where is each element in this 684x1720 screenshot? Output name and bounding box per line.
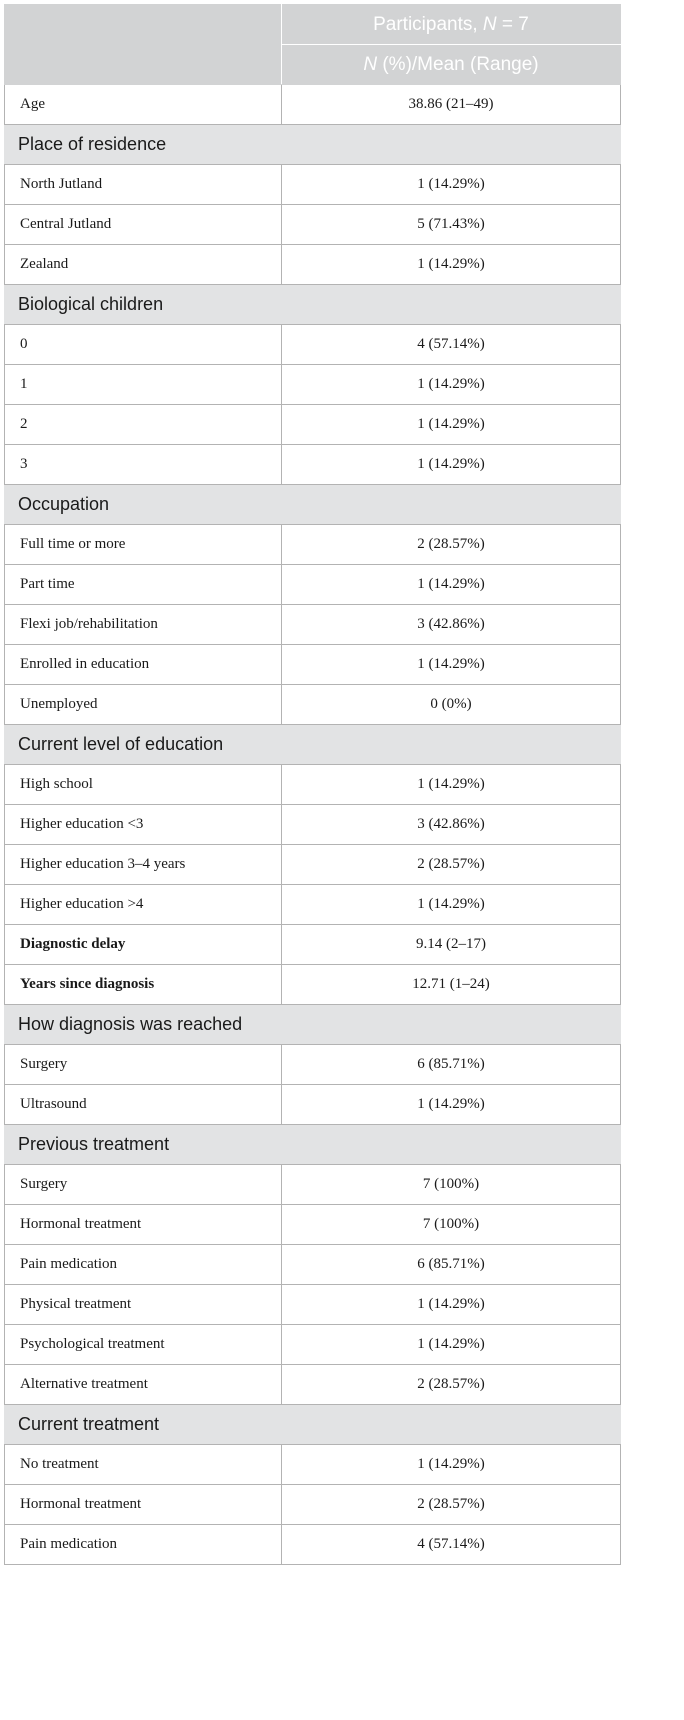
table-row xyxy=(5,1325,621,1365)
table-row xyxy=(5,525,621,565)
header-statistic: N (%)/Mean (Range) xyxy=(282,45,621,85)
section-title: Current level of education xyxy=(5,725,621,765)
header-participants: Participants, N = 7 xyxy=(282,5,621,45)
row-label: Ultrasound xyxy=(5,1085,282,1125)
row-label: Flexi job/rehabilitation xyxy=(5,605,282,645)
table-row-diagnostic-delay xyxy=(5,925,621,965)
section-header xyxy=(5,725,621,765)
row-label: Higher education >4 xyxy=(5,885,282,925)
table-row xyxy=(5,245,621,285)
section-header xyxy=(5,1125,621,1165)
section-header xyxy=(5,285,621,325)
table-row xyxy=(5,805,621,845)
row-label: Diagnostic delay xyxy=(5,925,282,965)
row-value: 1 (14.29%) xyxy=(282,765,621,805)
section-title: Occupation xyxy=(5,485,621,525)
table-row xyxy=(5,445,621,485)
row-label: No treatment xyxy=(5,1445,282,1485)
row-value: 1 (14.29%) xyxy=(282,365,621,405)
row-value: 1 (14.29%) xyxy=(282,885,621,925)
row-label: Part time xyxy=(5,565,282,605)
row-value: 9.14 (2–17) xyxy=(282,925,621,965)
section-title: Biological children xyxy=(5,285,621,325)
row-value: 38.86 (21–49) xyxy=(282,85,621,125)
table-row xyxy=(5,405,621,445)
row-value: 1 (14.29%) xyxy=(282,1085,621,1125)
row-label: Higher education 3–4 years xyxy=(5,845,282,885)
table-row-years-since-diagnosis xyxy=(5,965,621,1005)
section-title: How diagnosis was reached xyxy=(5,1005,621,1045)
row-label: Hormonal treatment xyxy=(5,1205,282,1245)
row-value: 1 (14.29%) xyxy=(282,645,621,685)
row-label: Higher education <3 xyxy=(5,805,282,845)
header-row-participants xyxy=(5,5,621,45)
section-header xyxy=(5,485,621,525)
row-value: 7 (100%) xyxy=(282,1165,621,1205)
row-value: 3 (42.86%) xyxy=(282,605,621,645)
table-row xyxy=(5,1525,621,1565)
row-value: 1 (14.29%) xyxy=(282,165,621,205)
table-row xyxy=(5,685,621,725)
row-value: 6 (85.71%) xyxy=(282,1045,621,1085)
table-row xyxy=(5,1045,621,1085)
table-row xyxy=(5,325,621,365)
table-row xyxy=(5,1365,621,1405)
row-label: 2 xyxy=(5,405,282,445)
table-row xyxy=(5,845,621,885)
row-label: Years since diagnosis xyxy=(5,965,282,1005)
row-value: 1 (14.29%) xyxy=(282,565,621,605)
row-value: 3 (42.86%) xyxy=(282,805,621,845)
section-title: Current treatment xyxy=(5,1405,621,1445)
row-label: Surgery xyxy=(5,1165,282,1205)
row-value: 12.71 (1–24) xyxy=(282,965,621,1005)
row-value: 5 (71.43%) xyxy=(282,205,621,245)
row-label: North Jutland xyxy=(5,165,282,205)
row-value: 4 (57.14%) xyxy=(282,325,621,365)
row-label: Pain medication xyxy=(5,1525,282,1565)
row-label: Unemployed xyxy=(5,685,282,725)
table-row xyxy=(5,205,621,245)
row-value: 2 (28.57%) xyxy=(282,525,621,565)
row-label: Age xyxy=(5,85,282,125)
table-row xyxy=(5,885,621,925)
table-row xyxy=(5,605,621,645)
row-label: Alternative treatment xyxy=(5,1365,282,1405)
table-row xyxy=(5,1285,621,1325)
demographics-table xyxy=(4,4,621,1565)
row-value: 2 (28.57%) xyxy=(282,1485,621,1525)
row-label: Physical treatment xyxy=(5,1285,282,1325)
table-row xyxy=(5,85,621,125)
table-row xyxy=(5,1205,621,1245)
header-empty-cell xyxy=(5,5,282,85)
row-label: 1 xyxy=(5,365,282,405)
section-title: Previous treatment xyxy=(5,1125,621,1165)
row-label: Enrolled in education xyxy=(5,645,282,685)
row-label: Zealand xyxy=(5,245,282,285)
section-title: Place of residence xyxy=(5,125,621,165)
row-value: 1 (14.29%) xyxy=(282,245,621,285)
table-row xyxy=(5,365,621,405)
row-label: Full time or more xyxy=(5,525,282,565)
row-label: Psychological treatment xyxy=(5,1325,282,1365)
table-row xyxy=(5,165,621,205)
section-header xyxy=(5,125,621,165)
row-label: 3 xyxy=(5,445,282,485)
row-value: 4 (57.14%) xyxy=(282,1525,621,1565)
row-value: 1 (14.29%) xyxy=(282,1325,621,1365)
section-header xyxy=(5,1405,621,1445)
table-row xyxy=(5,1165,621,1205)
row-value: 1 (14.29%) xyxy=(282,405,621,445)
table-row xyxy=(5,1485,621,1525)
table-row xyxy=(5,1445,621,1485)
table-row xyxy=(5,1085,621,1125)
row-value: 6 (85.71%) xyxy=(282,1245,621,1285)
row-value: 1 (14.29%) xyxy=(282,1445,621,1485)
table-row xyxy=(5,645,621,685)
demographics-table-container xyxy=(4,4,620,1565)
row-label: Surgery xyxy=(5,1045,282,1085)
row-value: 0 (0%) xyxy=(282,685,621,725)
row-label: Hormonal treatment xyxy=(5,1485,282,1525)
table-row xyxy=(5,1245,621,1285)
section-header xyxy=(5,1005,621,1045)
row-label: High school xyxy=(5,765,282,805)
table-row xyxy=(5,565,621,605)
row-value: 1 (14.29%) xyxy=(282,445,621,485)
row-value: 7 (100%) xyxy=(282,1205,621,1245)
row-value: 1 (14.29%) xyxy=(282,1285,621,1325)
row-value: 2 (28.57%) xyxy=(282,845,621,885)
table-row xyxy=(5,765,621,805)
row-label: Central Jutland xyxy=(5,205,282,245)
row-label: 0 xyxy=(5,325,282,365)
row-label: Pain medication xyxy=(5,1245,282,1285)
row-value: 2 (28.57%) xyxy=(282,1365,621,1405)
